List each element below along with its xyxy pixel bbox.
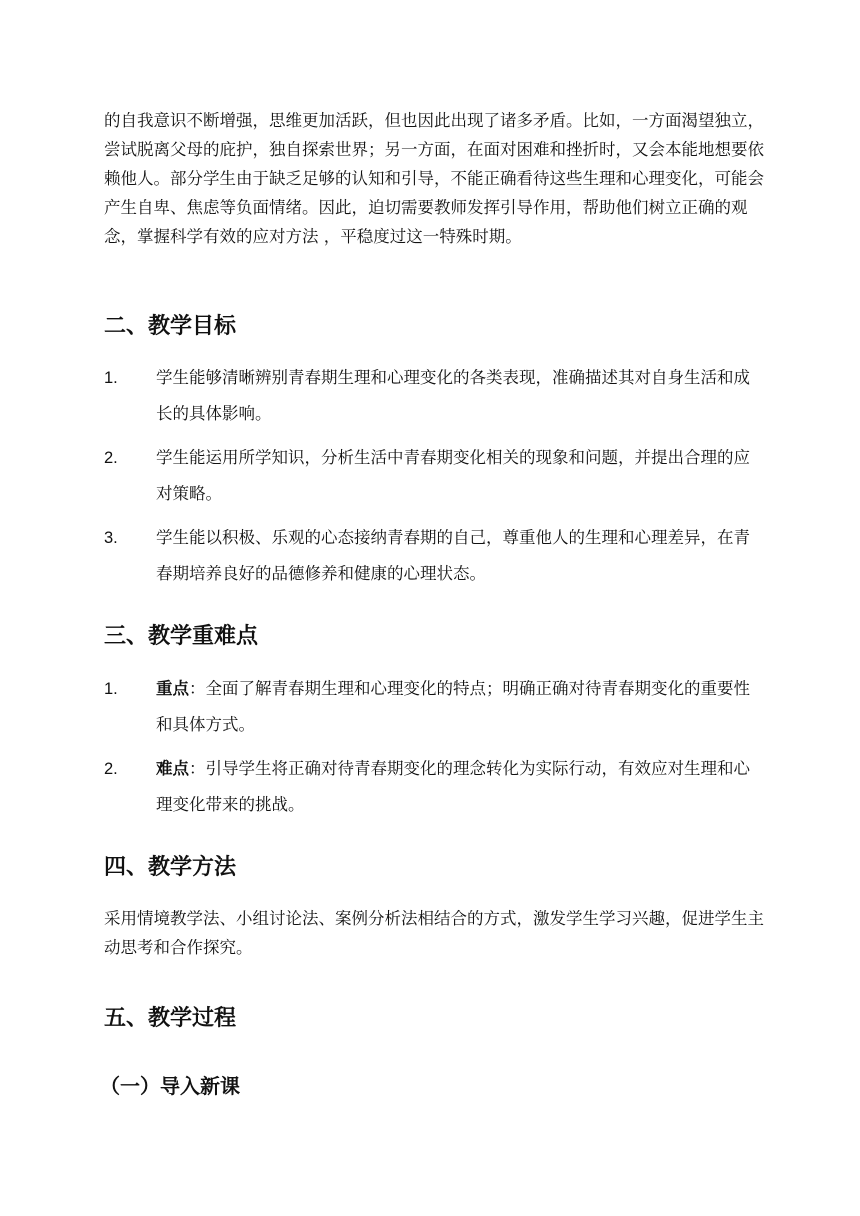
list-text	[156, 671, 764, 743]
list-text: 学生能以积极、乐观的心态接纳青春期的自己，尊重他人的生理和心理差异，在青春期培养良好的品德修养和健康的心理状态。	[156, 528, 750, 583]
goal-item-3	[104, 520, 764, 592]
intro-paragraph: 的自我意识不断增强，思维更加活跃，但也因此出现了诸多矛盾。比如，一方面渴望独立，尝试脱离父母的庇护，独自探索世界；另一方面，在面对困难和挫折时，又会本能地想要依赖他人。部分学生由于缺乏足够的认知和引导，不能正确看待这些生理和心理变化，可能会产生自卑、焦虑等负面情绪。因此，迫切需要教师发挥引导作用，帮助他们树立正确的观念，掌握科学有效的应对方法 ，平稳度过这一特殊时期。	[104, 111, 764, 246]
keypoint-item-1	[104, 671, 764, 743]
subsection-heading-intro: （一）导入新课	[100, 1074, 240, 1098]
term-label: 重点	[156, 679, 189, 698]
goal-item-1	[104, 360, 764, 432]
list-number: 1.	[104, 680, 118, 698]
term-description: ：全面了解青春期生理和心理变化的特点；明确正确对待青春期变化的重要性和具体方式。	[156, 679, 750, 734]
goal-item-2	[104, 440, 764, 512]
methods-paragraph: 采用情境教学法、小组讨论法、案例分析法相结合的方式，激发学生学习兴趣，促进学生主动思考和合作探究。	[104, 909, 764, 957]
list-text: 学生能够清晰辨别青春期生理和心理变化的各类表现，准确描述其对自身生活和成长的具体影响。	[156, 368, 750, 423]
section-heading-teaching-process: 五、教学过程	[104, 1006, 237, 1031]
list-number: 2.	[104, 449, 118, 467]
list-number: 2.	[104, 760, 118, 778]
list-number: 3.	[104, 529, 118, 547]
term-description: ：引导学生将正确对待青春期变化的理念转化为实际行动，有效应对生理和心理变化带来的挑战。	[156, 759, 750, 814]
list-text: 学生能运用所学知识，分析生活中青春期变化相关的现象和问题，并提出合理的应对策略。	[156, 448, 750, 503]
section-heading-key-points: 三、教学重难点	[104, 624, 259, 649]
section-heading-teaching-goals: 二、教学目标	[104, 314, 237, 339]
list-text	[156, 751, 764, 823]
keypoint-item-2	[104, 751, 764, 823]
term-label: 难点	[156, 759, 189, 778]
list-number: 1.	[104, 369, 118, 387]
section-heading-teaching-methods: 四、教学方法	[104, 855, 237, 880]
